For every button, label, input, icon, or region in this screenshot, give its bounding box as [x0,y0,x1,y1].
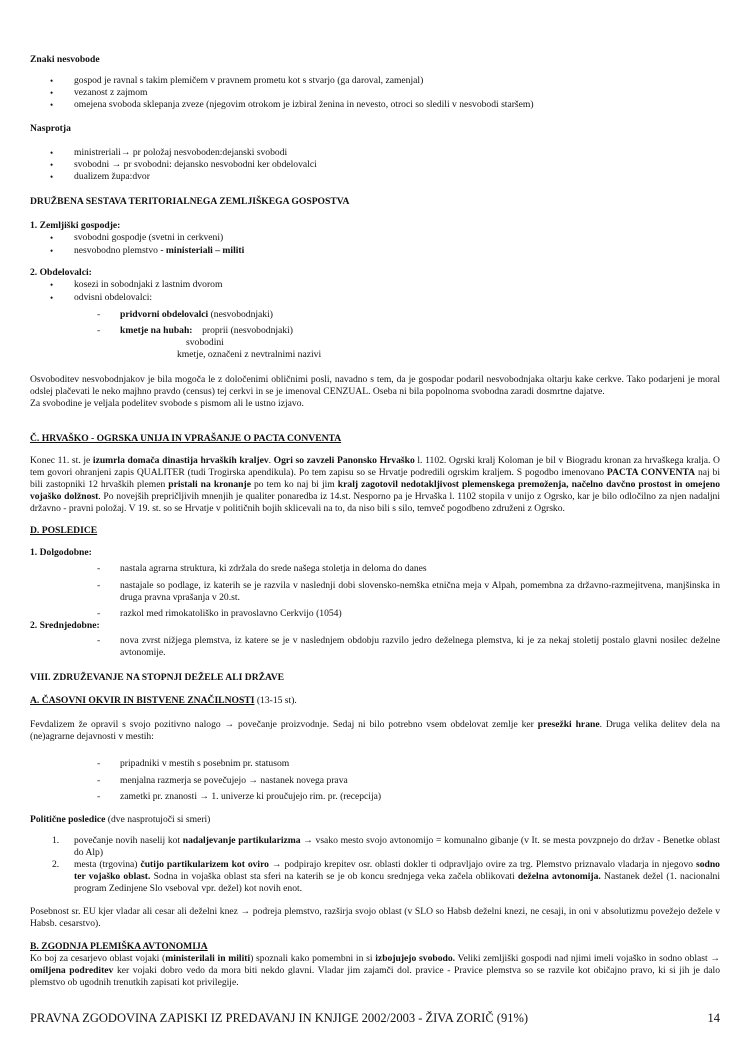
page-number: 14 [707,1011,720,1025]
item-text [74,859,720,894]
list-item: • gospod je ravnal s takim plemičem v pravnem prometu kot s stvarjo (ga daroval, zamenjal) [30,75,720,87]
page-footer [30,1011,720,1025]
text-segment: l. 1102. Ogrski kralj Koloman je bil v Biogradu kronan za hrvaškega kralja. O tem govori ohranjeni zapis QUALITER (tudi Trogirska apendikula). Po tem zapisu so se Hrvatje podredili ogrskim kraljem. S pogodbo imenovano [30,455,720,478]
text-segment: po tem ko naj bi jim [250,479,338,490]
paragraph-svobodine: Za svobodine je veljala podelitev svobode s pismom ali le ustno izjavo. [30,398,304,409]
text-segment: Konec 11. st. je [30,455,93,466]
list-item: • kosezi in sobodnjaki z lastnim dvorom [30,279,720,291]
item-text [74,835,720,858]
text-bold: kralj zagotovil nedotakljivost plemenskega premoženja, načelno davčno prostost in omejeno vojaško dolžnost [30,479,721,502]
heading-druzbena-sestava: DRUŽBENA SESTAVA TERITORIALNEGA ZEMLJIŠKEGA GOSPOSTVA [30,196,350,207]
text-segment: (nesvobodnjaki) [208,309,273,320]
dash-item [30,309,720,321]
dash-item: - zametki pr. znanosti → 1. univerze ki proučujejo rim. pr. (recepcija) [30,791,720,803]
subheading-dolgodobne: 1. Dolgodobne: [30,547,92,558]
paragraph-posebnost: Posebnost sr. EU kjer vladar ali cesar ali deželni knez → podreja plemstvo, razširja svojo oblast (v SLO so Habsb deželni knezi, ne cesaji, in oni v absolutizmu povežejo dežele v Habsb. cesarstvo). [30,906,720,929]
paragraph-fevdalizem [30,719,720,743]
item-number: 2. [52,859,60,870]
list-item: • ministreriali→ pr položaj nesvoboden:dejanski svobodi [30,147,720,159]
text-segment: Ko boj za cesarjevo oblast vojaki ( [30,953,166,964]
list-item: • svobodni → pr svobodni: dejansko nesvobodni ker obdelovalci [30,159,720,171]
text-segment: Veliki zemljiški gospodi nad njimi imeli vojaško in sodno oblast → [455,953,720,964]
nasprotja-list [30,147,720,183]
text-segment: naj bi bili zastopniki 12 hrvaških plemen [30,467,720,490]
text-bold: PACTA CONVENTA [606,467,696,478]
subheading-srednjedobne: 2. Srednjedobne: [30,620,100,631]
obdelovalci-list [30,279,720,304]
paragraph-plemiska [30,953,720,989]
text-bold: Ogri so zavzeli Panonsko Hrvaško [273,455,415,466]
text-bold: omiljena podreditev [30,965,114,976]
text-bold: kmetje na hubah: [120,325,193,336]
text-segment: ) spoznali kako pomembni in si [250,953,376,964]
dash-item: - nastala agrarna struktura, ki zdržala do srede našega stoletja in deloma do danes [30,563,720,575]
text-bold: čutijo partikularizem kot oviro [140,859,269,870]
list-item: • svobodni gospodje (svetni in cerkveni) [30,232,720,244]
list-item: • dualizem župa:dvor [30,171,720,183]
text-bold: deželna avtonomija. [517,871,601,882]
text-segment: Nastanek dežel (1. nacionalni program Zedinjene Slo vseboval vpr. dežel) kot novih enot. [74,871,720,894]
heading-posledice: D. POSLEDICE [30,525,98,536]
text-bold: presežki hrane [537,719,600,730]
text-bold: nadaljevanje partikularizma [182,835,301,846]
subheading-obdelovalci: 2. Obdelovalci: [30,267,92,278]
heading-politicne-posledice: Politične posledice [30,814,106,825]
heading-hrvasko-ogrska: Č. HRVAŠKO - OGRSKA UNIJA IN VPRAŠANJE O PACTA CONVENTA [30,433,342,444]
numbered-item [30,859,720,895]
dash-item [30,325,720,337]
list-item: • vezanost z zajmom [30,87,720,99]
dash-item: - pripadniki v mestih s posebnim pr. statusom [30,758,720,770]
dash-item: - nastajale so podlage, iz katerih se je razvila v naslednji dobi slovensko-nemška etnična meja v Alpah, pomembna za državno-razmejitvena, manjšinska in druga pravna vprašanja v 20.st. [30,580,720,604]
text-segment: → vsako mesto svojo avtonomijo = komunalno gibanje (v It. se mesta povzpnejo do držav - Benetke oblast do Alp) [74,835,720,858]
heading-casovni-okvir: A. ČASOVNI OKVIR IN BISTVENE ZNAČILNOSTI [30,695,255,706]
list-item: • omejena svoboda sklepanja zveze (njegovim otrokom je izbiral ženina in nevesto, otroci so sledili v nesvobodi staršem) [30,99,720,111]
text-bold: pridvorni obdelovalci [120,309,209,320]
gospodje-list [30,232,720,257]
heading-plemiska-avtonomija: B. ZGODNJA PLEMIŠKA AVTONOMIJA [30,941,208,952]
text-segment: . Po novejših prepričljivih mnenjih je qualiter ponaredba iz 14.st. Nesporno pa je Hrvaška l. 1102 stopila v unijo z Ogrsko, kar je bilo odločilno za njen nadaljni državno - pravni položaj. V 19. st. so se Hrvatje v političnih bojih sklicevali na to, da niso bili s silo, temveč pogodbeno združeni z Ogrsko. [30,491,720,514]
list-item: • odvisni obdelovalci: [30,292,720,304]
text: (dve nasprotujoči si smeri) [105,814,211,825]
text-bold: izumrla domača dinastija hrvaških kraljev [92,455,269,466]
heading-znaki-nesvobode: Znaki nesvobode [30,54,100,65]
text-segment: povečanje novih naselij kot [74,835,183,846]
text-bold: izbojujejo svobodo. [375,953,456,964]
text-line: svobodini [186,337,224,348]
heading-viii: VIII. ZDRUŽEVANJE NA STOPNJI DEŽELE ALI DRŽAVE [30,672,285,683]
text-segment: Fevdalizem že opravil s svojo pozitivno nalogo → povečanje proizvodnje. Sedaj ni bilo potrebno vsem obdelovat zemlje ker [30,719,538,730]
znaki-list [30,75,720,111]
item-number: 1. [52,835,60,846]
heading-nasprotja: Nasprotja [30,123,71,134]
text-segment: ker vojaki dobro vedo da mora biti nekdo glavni. Vladar jim zajamči dol. pravice - Pravice plemstva so se razvile kot običajno pravo, ki si jih je dalo plemstvo ob ugodnih trenutkih zapisati kot privilegije. [30,965,720,988]
dash-item: - nova zvrst nižjega plemstva, iz katere se je v naslednjem obdobju razvilo jedro deželnega plemstva, ki je za nekaj stoletij postalo glavni nosilec deželne avtonomije. [30,635,720,659]
text-bold: ministerilali in militi [165,953,251,964]
footer-title: PRAVNA ZGODOVINA ZAPISKI IZ PREDAVANJ IN KNJIGE 2002/2003 - ŽIVA ZORIČ (91%) [30,1011,529,1025]
paragraph-hrvasko [30,455,720,515]
text-segment: . Druga velika delitev dela na (ne)agrarne dejavnosti v mestih: [30,719,721,742]
paragraph-osvoboditev: Osvoboditev nesvobodnjakov je bila mogoča le z določenimi obličnimi posli, navadno s tem, da je gospodar podaril nesvobodnjaka oltarju kake cerkve. Tako podarjeni je moral odslej plačevati le neko majhno pravdo (census) tej cerkvi in se je imenoval CENZUAL. Oseba ni bila popolnoma svobodna zaradi dosmrtne dajatve. [30,374,720,397]
text-segment: mesta (trgovina) [74,859,141,870]
dash-item: - menjalna razmerja se povečujejo → nastanek novega prava [30,775,720,787]
text-bold: sodno ter vojaško oblast. [74,859,720,882]
text-bold: - ministeriali – militi [160,245,245,256]
dash-item: - razkol med rimokatoliško in pravoslavno Cerkvijo (1054) [30,608,720,620]
text: proprii (nesvobodnjaki) [202,325,293,336]
text: (13-15 st). [254,695,297,706]
text-segment: . [268,455,274,466]
text-bold: pristali na kronanje [168,479,251,490]
numbered-item [30,835,720,859]
text-segment: Sodna in vojaška oblast sta sferi na katerih se je ob koncu srednjega veka začela oblikovati [150,871,518,882]
list-item [30,245,720,257]
text-segment: → podpirajo krepitev osr. oblasti dokler ti odpravljajo ovire za trg. Plemstvo priznavalo vladarja in njegovo [268,859,696,870]
text-segment: nesvobodno plemstvo [74,245,161,256]
subheading-zemljiski-gospodje: 1. Zemljiški gospodje: [30,220,121,231]
text-line: kmetje, označeni z nevtralnimi nazivi [177,349,322,360]
